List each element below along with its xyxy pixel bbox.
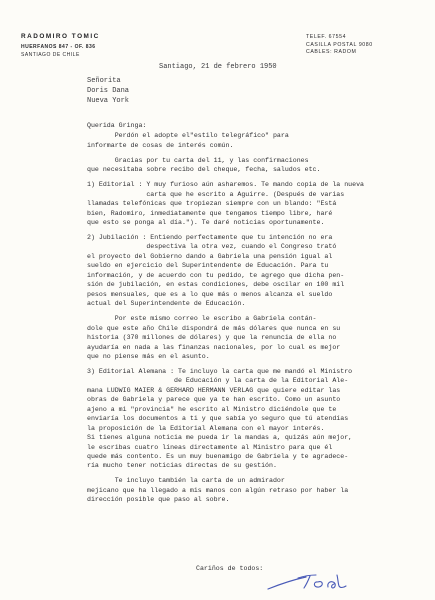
letter-date: Santiago, 21 de febrero 1950 [159,63,277,71]
paragraph-line: obras de Gabriela y parece que ya te han escrito. Como un asunto [87,396,341,404]
paragraph-line: le escribas cuatro líneas directamente al Ministro para que él [87,443,333,451]
paragraph-line: quede más contento. Es un muy buenamigo de Gabriela y te agradece- [87,453,349,460]
paragraph [87,367,387,471]
paragraph [87,131,387,150]
paragraph-line: ajeno a mi "provincia" he escrito al Ministro diciéndole que te [87,405,337,413]
paragraphs [87,131,387,504]
paragraph [87,476,387,504]
paragraph-line: 2) Jubilación : Entiendo perfectamente que tu intención no era [87,234,333,242]
handwritten-signature [266,569,354,593]
recipient-block [87,76,129,107]
paragraph-line: pesos mensuales, que es a lo que más o menos alcanza el sueldo [87,290,333,298]
paragraph-line: que no piense más en el asunto. [87,352,210,360]
letterhead-address [21,44,96,59]
paragraph-line: carta que he escrito a Aguirre. (Después de varias [87,190,345,198]
paragraph-line: enviaría los documentos a ti y que sabía yo seguro que tú atendías [87,415,349,423]
paragraph-line: de Educación y la carta de la Editorial Ale- [87,377,349,385]
paragraph-line: mejicano que ha llegado a mis manos con algún retraso por haber la [87,486,349,494]
paragraph-line: historia (370 millones de dólares) y que la renuncia de ella no [87,334,337,342]
letter-body [87,121,387,510]
letterhead-contact-line: CABLES: RADOM [306,49,357,56]
paragraph-line: Gracias por tu carta del 11, y las confirmaciones [87,156,309,164]
letterhead-address-line: SANTIAGO DE CHILE [21,51,80,58]
letterhead-contact [306,34,373,57]
paragraph-line: ayudaría en nada a las finanzas nacionales, por lo cual es mejor [87,343,341,351]
paragraph [87,233,387,309]
paragraph-line: mana LUDWIG MAIER & GERHARD HERMANN VERLAG que quiere editar las [87,386,341,394]
recipient-line: Doris Dana [87,87,130,96]
paragraph-line: actual del Superintendente de Educación. [87,300,246,308]
paragraph-line: dole que este año Chile dispondrá de más dólares que nunca en su [87,324,341,332]
letterhead-address-line: HUERFANOS 847 - OF. 836 [21,44,96,50]
paragraph-line: llamadas telefónicas que tropiezan siempre con un blando: "Está [87,200,337,208]
closing-line: Cariños de todos: [196,565,264,572]
paragraph-line: despectiva la otra vez, cuando el Congreso trató [87,243,337,251]
paragraph-line: la proposición de la Editorial Alemana con el mayor interés. [87,424,325,432]
letterhead-contact-line: TELEF. 67554 [306,34,347,40]
paragraph-line: que esto se ponga al día."). Te daré noticias oportunamente. [87,219,325,227]
paragraph [87,314,387,361]
paragraph [87,180,387,227]
paragraph-line: ría mucho tener noticias directas de su gestión. [87,462,277,470]
recipient-line: Señorita [87,77,121,85]
paragraph-line: Si tienes alguna noticia me pueda ir la mandas a, quizás aún mejor, [87,434,353,442]
paragraph-line: sueldo en ejercicio del Superintendente de Educación. Para tu [87,262,329,270]
paragraph-line: información, y de acuerdo con tu pedido, te agrego que dicha pen- [87,271,345,279]
recipient-line: Nueva York [87,97,130,106]
paragraph-line: 1) Editorial : Y muy furioso aún asharemos. Te mando copia de la nueva [87,181,364,189]
letterhead-contact-line: CASILLA POSTAL 9080 [306,41,373,48]
paragraph-line: el proyecto del Gobierno dando a Gabriela una pensión igual al [87,252,333,260]
paragraph-line: Te incluyo también la carta de un admirador [87,477,285,485]
paragraph-line: bien, Radomiro, inmediatamente que tengamos tiempo libre, haré [87,209,333,217]
salutation: Querida Gringa: [87,122,147,129]
paragraph-line: dirección posible que paso al sobre. [87,496,230,504]
paragraph-line: informarte de cosas de interés común. [87,141,234,149]
paragraph-line: que necesitaba sobre recibo del cheque, fecha, saludos etc. [87,166,321,174]
paragraph-line: 3) Editorial Alemana : Te incluyo la carta que me mandó el Ministro [87,367,353,375]
paragraph [87,156,387,175]
paragraph-line: sión de jubilación, en estas condiciones, debe oscilar en 100 mil [87,281,345,289]
paragraph-line: Por este mismo correo le escribo a Gabriela contán- [87,315,317,323]
paragraph-line: Perdón el adopte el"estilo telegráfico" para [87,132,289,140]
letterhead-name: RADOMIRO TOMIC [21,33,100,40]
